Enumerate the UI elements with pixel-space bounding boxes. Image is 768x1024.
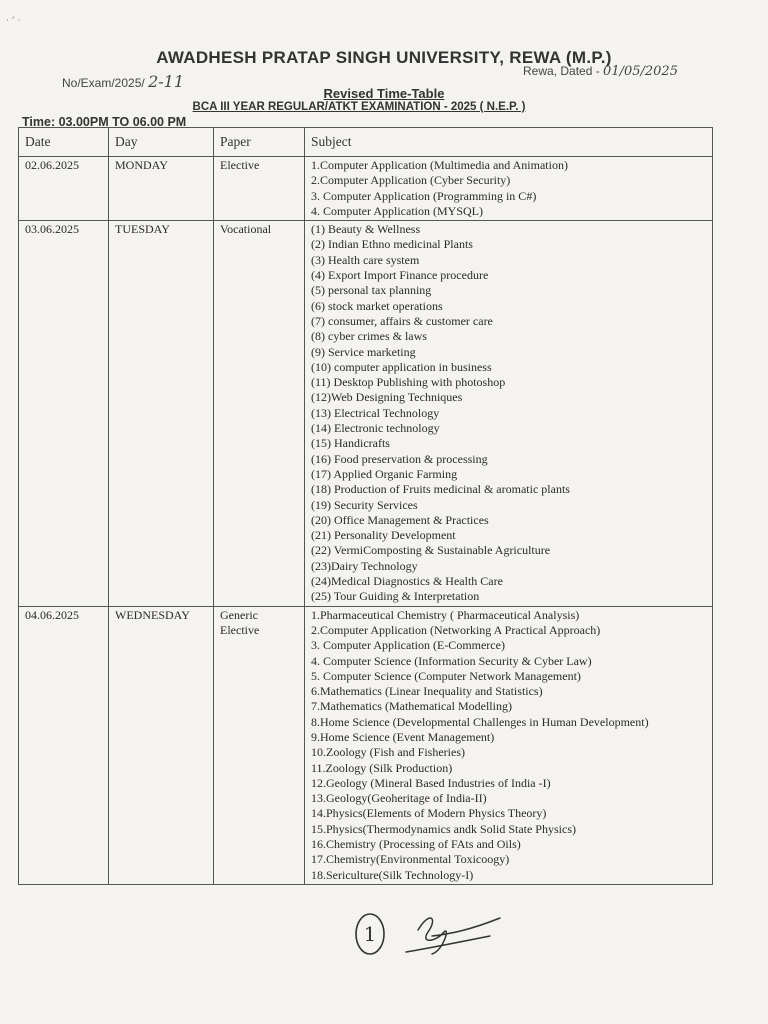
cell-day: TUESDAY bbox=[109, 221, 214, 606]
subject-item: (17) Applied Organic Farming bbox=[311, 466, 458, 481]
subject-item: 2.Computer Application (Networking A Practical Approach) bbox=[311, 622, 601, 637]
subject-item: (24)Medical Diagnostics & Health Care bbox=[311, 574, 503, 589]
header-subject: Subject bbox=[305, 128, 713, 157]
cell-subjects bbox=[305, 157, 713, 221]
subject-item: (13) Electrical Technology bbox=[311, 405, 440, 420]
subject-item: 5. Computer Science (Computer Network Management) bbox=[311, 668, 581, 683]
subject-item: (11) Desktop Publishing with photoshop bbox=[311, 375, 506, 390]
header-day: Day bbox=[109, 128, 214, 157]
reference-label: No/Exam/2025/ bbox=[62, 76, 145, 90]
subject-item: (18) Production of Fruits medicinal & aromatic plants bbox=[311, 482, 570, 497]
subject-item: (7) consumer, affairs & customer care bbox=[311, 313, 493, 328]
subject-item: 2.Computer Application (Cyber Security) bbox=[311, 173, 511, 188]
cell-day: WEDNESDAY bbox=[109, 606, 214, 884]
subject-item: 15.Physics(Thermodynamics andk Solid State Physics) bbox=[311, 821, 576, 836]
signature bbox=[340, 896, 520, 976]
subject-item: (2) Indian Ethno medicinal Plants bbox=[311, 237, 473, 252]
scan-corner-mark: · ‘ · bbox=[6, 16, 21, 26]
page-number: 1 bbox=[363, 922, 377, 946]
table-row bbox=[19, 606, 713, 884]
dated-handwritten: 01/05/2025 bbox=[603, 64, 678, 79]
signature-scrawl bbox=[406, 918, 500, 954]
subject-item: 3. Computer Application (E-Commerce) bbox=[311, 638, 505, 653]
table-row bbox=[19, 157, 713, 221]
subject-item: 14.Physics(Elements of Modern Physics Theory) bbox=[311, 806, 547, 821]
subject-item: (16) Food preservation & processing bbox=[311, 451, 488, 466]
dated-field bbox=[523, 64, 678, 79]
cell-day: MONDAY bbox=[109, 157, 214, 221]
cell-subjects bbox=[305, 221, 713, 606]
subject-item: 18.Sericulture(Silk Technology-I) bbox=[311, 867, 474, 882]
subject-item: (8) cyber crimes & laws bbox=[311, 329, 427, 344]
subject-item: (6) stock market operations bbox=[311, 298, 443, 313]
subject-item: (21) Personality Development bbox=[311, 528, 456, 543]
subject-item: 1.Computer Application (Multimedia and Animation) bbox=[311, 158, 568, 172]
subject-item: (15) Handicrafts bbox=[311, 436, 390, 451]
subject-item: 7.Mathematics (Mathematical Modelling) bbox=[311, 699, 512, 714]
revised-heading: Revised Time-Table bbox=[323, 86, 445, 101]
cell-date: 03.06.2025 bbox=[19, 221, 109, 606]
subject-item: 12.Geology (Mineral Based Industries of India -I) bbox=[311, 775, 551, 790]
subject-item: 6.Mathematics (Linear Inequality and Statistics) bbox=[311, 684, 543, 699]
subject-item: (10) computer application in business bbox=[311, 359, 492, 374]
subject-item: 17.Chemistry(Environmental Toxicoogy) bbox=[311, 852, 510, 867]
subject-item: (22) VermiComposting & Sustainable Agriculture bbox=[311, 543, 551, 558]
header-paper: Paper bbox=[214, 128, 305, 157]
subject-item: (1) Beauty & Wellness bbox=[311, 222, 421, 237]
subject-item: 8.Home Science (Developmental Challenges in Human Development) bbox=[311, 714, 649, 729]
header-date: Date bbox=[19, 128, 109, 157]
subject-item: 1.Pharmaceutical Chemistry ( Pharmaceutical Analysis) bbox=[311, 607, 580, 622]
dated-label: Rewa, Dated - bbox=[523, 64, 600, 78]
subject-item: 10.Zoology (Fish and Fisheries) bbox=[311, 745, 465, 760]
subject-item: 13.Geology(Geoheritage of India-II) bbox=[311, 791, 487, 806]
subject-item: 9.Home Science (Event Management) bbox=[311, 729, 495, 744]
subject-item: 11.Zoology (Silk Production) bbox=[311, 760, 453, 775]
subject-item: 4. Computer Application (MYSQL) bbox=[311, 203, 483, 218]
cell-subjects bbox=[305, 606, 713, 884]
university-title: AWADHESH PRATAP SINGH UNIVERSITY, REWA (M.P.) bbox=[156, 48, 612, 67]
subject-item: (3) Health care system bbox=[311, 252, 420, 267]
cell-paper: Generic Elective bbox=[214, 606, 305, 884]
timetable-header-row bbox=[19, 128, 713, 157]
subject-item: 16.Chemistry (Processing of FAts and Oils) bbox=[311, 837, 521, 852]
cell-paper: Vocational bbox=[214, 221, 305, 606]
subject-item: (25) Tour Guiding & Interpretation bbox=[311, 589, 480, 604]
subject-item: (20) Office Management & Practices bbox=[311, 512, 489, 527]
subject-item: 4. Computer Science (Information Security & Cyber Law) bbox=[311, 653, 592, 668]
cell-date: 04.06.2025 bbox=[19, 606, 109, 884]
subject-item: (4) Export Import Finance procedure bbox=[311, 268, 489, 283]
cell-date: 02.06.2025 bbox=[19, 157, 109, 221]
subject-item: (9) Service marketing bbox=[311, 344, 416, 359]
subject-item: 3. Computer Application (Programming in C#) bbox=[311, 188, 537, 203]
subject-item: (19) Security Services bbox=[311, 497, 418, 512]
exam-heading: BCA III YEAR REGULAR/ATKT EXAMINATION - 2025 ( N.E.P. ) bbox=[192, 101, 526, 113]
exam-time: Time: 03.00PM TO 06.00 PM bbox=[22, 115, 187, 129]
table-row bbox=[19, 221, 713, 606]
subject-item: (23)Dairy Technology bbox=[311, 558, 418, 573]
reference-handwritten: 2-11 bbox=[148, 72, 185, 91]
cell-paper: Elective bbox=[214, 157, 305, 221]
subject-item: (14) Electronic technology bbox=[311, 421, 440, 436]
subject-item: (5) personal tax planning bbox=[311, 283, 432, 298]
timetable bbox=[18, 127, 713, 885]
subject-item: (12)Web Designing Techniques bbox=[311, 390, 463, 405]
